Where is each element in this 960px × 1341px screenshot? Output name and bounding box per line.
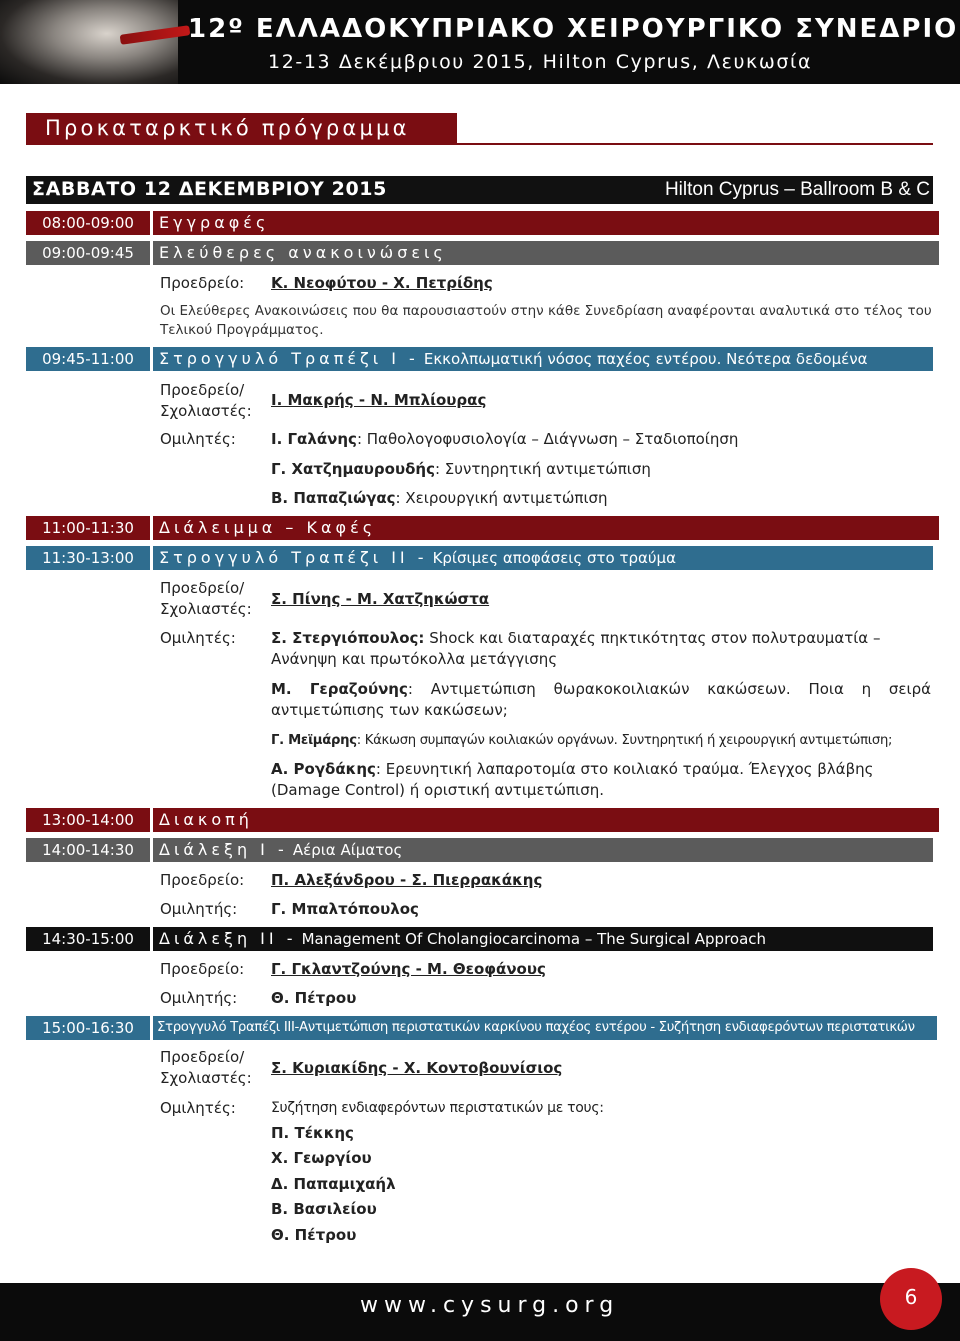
session-title: Στρογγυλό Τραπέζι II - <box>159 548 428 567</box>
speaker-name: Θ. Πέτρου <box>271 989 357 1007</box>
speaker-name: Γ. Χατζημαυρουδής <box>271 460 435 478</box>
day-title: ΣΑΒΒΑΤΟ 12 ΔΕΚΕΜΒΡΙΟΥ 2015 <box>32 178 387 200</box>
panelist: Β. Βασιλείου <box>271 1200 377 1218</box>
talk-topic: : Παθολογοφυσιολογία – Διάγνωση – Σταδιοποίηση <box>356 430 739 448</box>
chair-label: Προεδρείο: <box>160 960 245 978</box>
session-time: 14:30-15:00 <box>26 927 150 951</box>
speaker-name: Α. Ρογδάκης <box>271 760 376 778</box>
day-venue: Hilton Cyprus – Ballroom B & C <box>664 179 930 200</box>
panelist: Π. Τέκκης <box>271 1124 354 1142</box>
chair-label: Προεδρείο: <box>160 871 245 889</box>
chairs: Ι. Μακρής - Ν. Μπλίουρας <box>271 391 487 409</box>
speaker-name: Γ. Μπαλτόπουλος <box>271 900 419 918</box>
session-title: Εγγραφές <box>153 211 939 235</box>
talk-item <box>271 679 931 721</box>
chairs: Σ. Πίνης - Μ. Χατζηκώστα <box>271 590 490 608</box>
session-title: Στρογγυλό Τραπέζι I - <box>159 349 419 368</box>
chair-label: Σχολιαστές: <box>160 600 252 618</box>
session-time: 11:00-11:30 <box>26 516 150 540</box>
speaker-label: Ομιλητής: <box>160 989 238 1007</box>
speaker-name: Γ. Μεϊμάρης <box>271 733 357 748</box>
chair-label: Σχολιαστές: <box>160 1069 252 1087</box>
chair-label: Προεδρείο/ <box>160 381 245 399</box>
chair-label: Σχολιαστές: <box>160 402 252 420</box>
panelist: Θ. Πέτρου <box>271 1226 357 1244</box>
session-title-bar <box>153 927 933 951</box>
talk-topic: : Κάκωση συμπαγών κοιλιακών οργάνων. Συντηρητική ή χειρουργική αντιμετώπιση; <box>356 733 893 748</box>
talk-item <box>271 730 931 751</box>
session-title: Ελεύθερες ανακοινώσεις <box>153 241 939 265</box>
speaker-name: Β. Παπαζιώγας <box>271 489 396 507</box>
chairs: Π. Αλεξάνδρου - Σ. Πιερρακάκης <box>271 871 543 889</box>
session-title-bar <box>153 546 933 570</box>
session-subtitle: Management Of Cholangiocarcinoma – The Surgical Approach <box>301 930 767 948</box>
session-time: 13:00-14:00 <box>26 808 150 832</box>
speakers-label: Ομιλητές: <box>160 629 236 647</box>
session-subtitle: Εκκολπωματική νόσος παχέος εντέρου. Νεότερα δεδομένα <box>423 350 868 368</box>
page-number: 6 <box>880 1268 942 1330</box>
session-time: 08:00-09:00 <box>26 211 150 235</box>
session-title: Διάλεξη I - <box>159 840 288 859</box>
session-title: Στρογγυλό Τραπέζι ΙΙΙ-Αντιμετώπιση περιστατικών καρκίνου παχέος εντέρου - Συζήτηση ενδιαφερόντων περιστατικών <box>153 1016 937 1040</box>
discussion-intro: Συζήτηση ενδιαφερόντων περιστατικών με τους: <box>271 1100 604 1116</box>
chair-label: Προεδρείο/ <box>160 579 245 597</box>
session-title-bar <box>153 347 933 371</box>
talk-topic: : Ερευνητική λαπαροτομία στο κοιλιακό τραύμα. Έλεγχος βλάβης (Damage Control) ή οριστική αντιμετώπιση. <box>271 760 874 799</box>
session-time: 14:00-14:30 <box>26 838 150 862</box>
talk-item <box>271 488 608 509</box>
speaker-label: Ομιλητής: <box>160 900 238 918</box>
speakers-label: Ομιλητές: <box>160 1099 236 1117</box>
conference-title: 12º ΕΛΛΑΔΟΚΥΠΡΙΑΚΟ ΧΕΙΡΟΥΡΓΙΚΟ ΣΥΝΕΔΡΙΟ <box>188 14 959 44</box>
session-note: Οι Ελεύθερες Ανακοινώσεις που θα παρουσιαστούν στην κάθε Συνεδρίαση αναφέρονται αναλυτικά στο τέλος του Τελικού Προγράμματος. <box>160 303 932 338</box>
talk-topic: : Συντηρητική αντιμετώπιση <box>434 460 651 478</box>
session-time: 09:00-09:45 <box>26 241 150 265</box>
session-subtitle: Αέρια Αίματος <box>292 841 403 859</box>
talk-item <box>271 628 931 670</box>
website-link[interactable]: www.cysurg.org <box>360 1293 620 1318</box>
hand-photo <box>0 0 178 84</box>
talk-topic: Shock και διαταραχές πηκτικότητας στον πολυτραυματία – Ανάνηψη και πρωτόκολλα μετάγγισης <box>271 629 881 668</box>
speaker-name: Ι. Γαλάνης <box>271 430 357 448</box>
talk-item <box>271 759 931 801</box>
chairs: Σ. Κυριακίδης - Χ. Κοντοβουνίσιος <box>271 1059 563 1077</box>
chair-label: Προεδρείο: <box>160 274 245 292</box>
talk-item <box>271 459 651 480</box>
session-title: Διάλειμμα – Καφές <box>153 516 939 540</box>
session-time: 15:00-16:30 <box>26 1016 150 1040</box>
session-title: Διάλεξη II - <box>159 929 297 948</box>
panelist: Χ. Γεωργίου <box>271 1149 372 1167</box>
program-title: Προκαταρκτικό πρόγραμμα <box>45 116 410 140</box>
speaker-name: Σ. Στεργιόπουλος: <box>271 629 425 647</box>
speakers-label: Ομιλητές: <box>160 430 236 448</box>
chairs: Κ. Νεοφύτου - Χ. Πετρίδης <box>271 274 493 292</box>
program-title-rule <box>26 143 933 145</box>
session-time: 11:30-13:00 <box>26 546 150 570</box>
panelist: Δ. Παπαμιχαήλ <box>271 1175 396 1193</box>
speaker-name: Μ. Γεραζούνης <box>271 680 408 698</box>
conference-subtitle: 12-13 Δεκέμβριου 2015, Hilton Cyprus, Λευκωσία <box>268 51 813 73</box>
session-title-bar <box>153 838 933 862</box>
session-time: 09:45-11:00 <box>26 347 150 371</box>
session-subtitle: Κρίσιμες αποφάσεις στο τραύμα <box>432 549 676 567</box>
chair-label: Προεδρείο/ <box>160 1048 245 1066</box>
talk-item <box>271 429 738 450</box>
talk-topic: : Χειρουργική αντιμετώπιση <box>395 489 608 507</box>
talk-topic: : Αντιμετώπιση θωρακοκοιλιακών κακώσεων. Ποια η σειρά αντιμετώπισης των κακώσεων; <box>271 680 931 719</box>
chairs: Γ. Γκλαντζούνης - Μ. Θεοφάνους <box>271 960 546 978</box>
session-title: Διακοπή <box>153 808 939 832</box>
